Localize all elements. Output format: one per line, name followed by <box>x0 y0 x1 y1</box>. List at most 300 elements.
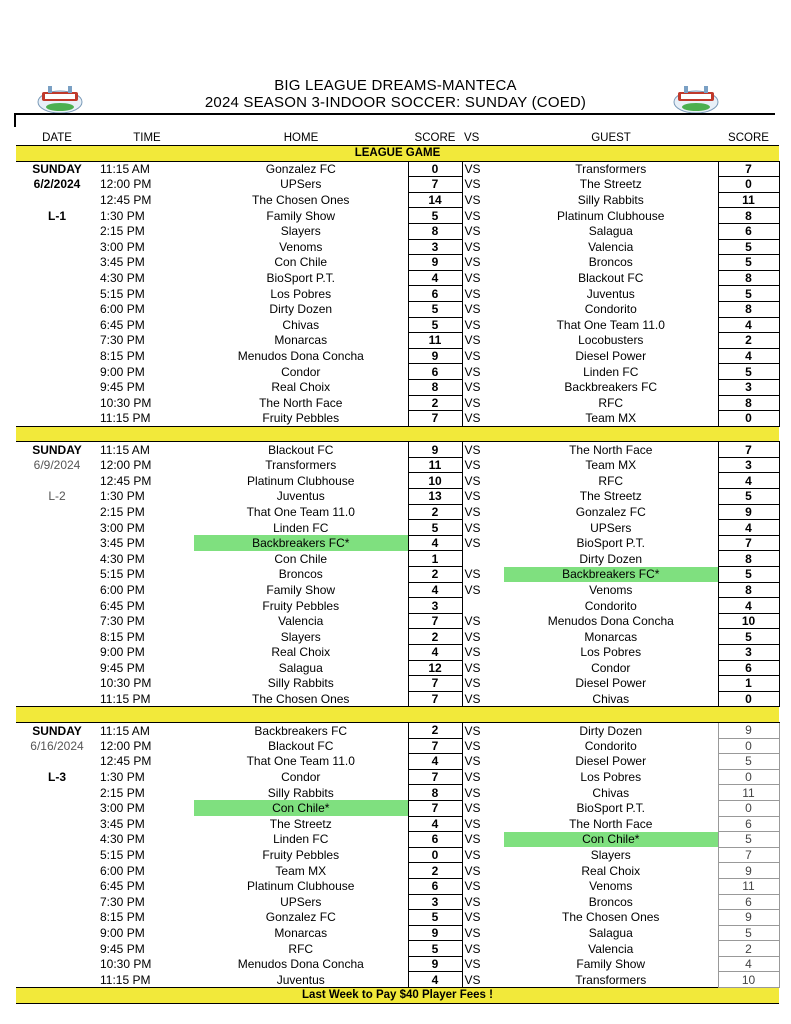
week-label <box>16 894 98 910</box>
home-score: 2 <box>408 567 462 583</box>
home-score: 5 <box>408 317 462 333</box>
home-score: 5 <box>408 910 462 926</box>
week-label <box>16 504 98 520</box>
week-label <box>16 535 98 551</box>
guest-team: The North Face <box>569 816 653 831</box>
game-row <box>16 956 779 972</box>
home-score: 7 <box>408 613 462 629</box>
game-time: 6:00 PM <box>100 302 145 317</box>
vs-label: VS <box>464 582 481 597</box>
home-score: 9 <box>408 925 462 941</box>
week-label <box>16 629 98 645</box>
vs-label: VS <box>464 333 481 348</box>
week-label <box>16 567 98 583</box>
week-label <box>16 192 98 208</box>
game-row <box>16 941 779 957</box>
game-row <box>16 613 779 629</box>
guest-team: Family Show <box>576 957 646 972</box>
week-label <box>16 348 98 364</box>
game-time: 3:45 PM <box>100 536 145 551</box>
guest-team: Los Pobres <box>580 645 642 660</box>
home-score: 5 <box>408 520 462 536</box>
week-label: SUNDAY <box>32 162 82 177</box>
vs-label: VS <box>464 723 481 738</box>
guest-score: 0 <box>718 800 779 816</box>
game-time: 6:45 PM <box>100 598 145 613</box>
week-label <box>16 473 98 489</box>
guest-score: 3 <box>718 645 779 661</box>
home-score: 13 <box>408 489 462 505</box>
week-label <box>16 878 98 894</box>
home-team: Con Chile <box>274 551 328 566</box>
game-time: 3:00 PM <box>100 239 145 254</box>
game-time: 8:15 PM <box>100 349 145 364</box>
game-row <box>16 379 779 395</box>
game-time: 3:00 PM <box>100 801 145 816</box>
game-row <box>16 629 779 645</box>
game-row <box>16 286 779 302</box>
week-separator <box>16 707 779 723</box>
week-label <box>16 754 98 770</box>
guest-score: 9 <box>718 863 779 879</box>
game-time: 6:45 PM <box>100 879 145 894</box>
guest-score: 7 <box>718 847 779 863</box>
game-row <box>16 972 779 988</box>
guest-team: BioSport P.T. <box>576 536 645 551</box>
week-label <box>16 520 98 536</box>
vs-label: VS <box>464 879 481 894</box>
guest-team: Transformers <box>575 972 647 987</box>
game-row <box>16 177 779 193</box>
guest-score: 6 <box>718 894 779 910</box>
guest-score: 5 <box>718 255 779 271</box>
game-time: 10:30 PM <box>100 395 152 410</box>
game-row <box>16 551 779 567</box>
home-team: Condor <box>281 364 321 379</box>
guest-score: 2 <box>718 941 779 957</box>
game-time: 9:45 PM <box>100 380 145 395</box>
home-team: Menudos Dona Concha <box>237 349 364 364</box>
game-time: 7:30 PM <box>100 894 145 909</box>
guest-team: Slayers <box>590 848 631 863</box>
guest-score: 5 <box>718 925 779 941</box>
home-team: The Chosen Ones <box>252 691 350 706</box>
game-row <box>16 161 779 177</box>
home-team: The Chosen Ones <box>252 193 350 208</box>
guest-score: 8 <box>718 582 779 598</box>
game-row <box>16 192 779 208</box>
game-row <box>16 489 779 505</box>
guest-team: Blackout FC <box>578 271 644 286</box>
home-team: BioSport P.T. <box>266 271 335 286</box>
guest-team: Condorito <box>584 302 637 317</box>
game-row <box>16 255 779 271</box>
guest-score: 11 <box>718 878 779 894</box>
guest-team: Broncos <box>588 894 633 909</box>
guest-score: 8 <box>718 551 779 567</box>
home-team: Family Show <box>266 208 336 223</box>
game-time: 2:15 PM <box>100 224 145 239</box>
game-time: 11:15 PM <box>100 972 151 987</box>
home-team: Monarcas <box>274 333 328 348</box>
game-row <box>16 301 779 317</box>
game-row <box>16 239 779 255</box>
home-team: UPSers <box>280 177 322 192</box>
home-team: The North Face <box>259 395 343 410</box>
guest-team: Dirty Dozen <box>579 551 643 566</box>
home-team: Dirty Dozen <box>269 302 333 317</box>
guest-score: 8 <box>718 395 779 411</box>
week-label <box>16 691 98 707</box>
guest-score: 5 <box>718 286 779 302</box>
game-time: 4:30 PM <box>100 551 145 566</box>
home-score: 6 <box>408 832 462 848</box>
guest-score: 4 <box>718 520 779 536</box>
game-time: 3:45 PM <box>100 816 145 831</box>
game-row <box>16 442 779 458</box>
home-score: 2 <box>408 629 462 645</box>
home-team: Los Pobres <box>270 286 332 301</box>
home-team: Blackout FC <box>268 442 334 457</box>
home-score: 0 <box>408 161 462 177</box>
home-score: 8 <box>408 785 462 801</box>
game-time: 10:30 PM <box>100 957 152 972</box>
home-team: Family Show <box>266 582 336 597</box>
home-score: 12 <box>408 660 462 676</box>
week-label: 6/2/2024 <box>33 177 81 192</box>
guest-score: 8 <box>718 301 779 317</box>
guest-team: Platinum Clubhouse <box>557 208 665 223</box>
game-time: 12:00 PM <box>100 177 152 192</box>
schedule-table <box>16 130 780 1004</box>
guest-team: RFC <box>598 395 624 410</box>
game-row <box>16 348 779 364</box>
guest-score: 4 <box>718 473 779 489</box>
game-row <box>16 567 779 583</box>
guest-team: Valencia <box>588 941 634 956</box>
home-score: 4 <box>408 816 462 832</box>
game-row <box>16 520 779 536</box>
home-score: 11 <box>408 333 462 349</box>
game-time: 4:30 PM <box>100 271 145 286</box>
vs-label: VS <box>464 504 481 519</box>
home-team: Silly Rabbits <box>267 676 334 691</box>
vs-label: VS <box>464 848 481 863</box>
game-time: 12:45 PM <box>100 754 152 769</box>
home-team: Real Choix <box>271 380 331 395</box>
home-team: Linden FC <box>273 832 329 847</box>
game-row <box>16 878 779 894</box>
home-score: 7 <box>408 177 462 193</box>
guest-team: Juventus <box>586 286 635 301</box>
vs-label: VS <box>464 614 481 629</box>
guest-score: 3 <box>718 379 779 395</box>
footer-banner-text: Last Week to Pay $40 Player Fees ! <box>16 988 779 1004</box>
home-team: Real Choix <box>271 645 331 660</box>
week-label <box>16 379 98 395</box>
guest-team: Broncos <box>588 255 633 270</box>
week-label <box>16 411 98 427</box>
guest-team: Monarcas <box>584 629 638 644</box>
week-label: L-1 <box>48 208 66 223</box>
game-time: 6:45 PM <box>100 317 145 332</box>
home-score: 4 <box>408 582 462 598</box>
home-score: 7 <box>408 769 462 785</box>
home-score: 7 <box>408 411 462 427</box>
game-row <box>16 504 779 520</box>
week-label <box>16 972 98 988</box>
guest-team: Condorito <box>584 738 637 753</box>
vs-label: VS <box>464 536 481 551</box>
game-time: 2:15 PM <box>100 504 145 519</box>
home-team: Fruity Pebbles <box>262 411 340 426</box>
vs-label: VS <box>464 317 481 332</box>
guest-team: Diesel Power <box>575 349 647 364</box>
home-score: 2 <box>408 722 462 738</box>
league-game-banner-text: LEAGUE GAME <box>16 146 779 162</box>
guest-team: Los Pobres <box>580 770 642 785</box>
game-time: 5:15 PM <box>100 567 145 582</box>
game-row <box>16 598 779 614</box>
week-label <box>16 956 98 972</box>
guest-team: Transformers <box>575 162 647 177</box>
home-team: UPSers <box>280 894 322 909</box>
home-team: Juventus <box>276 489 325 504</box>
game-time: 1:30 PM <box>100 489 145 504</box>
game-row <box>16 270 779 286</box>
week-label <box>16 925 98 941</box>
game-time: 11:15 AM <box>100 723 150 738</box>
vs-label: VS <box>464 411 481 426</box>
game-row <box>16 457 779 473</box>
week-label <box>16 676 98 692</box>
game-row <box>16 364 779 380</box>
home-score: 6 <box>408 878 462 894</box>
guest-score: 4 <box>718 598 779 614</box>
game-row <box>16 582 779 598</box>
game-row <box>16 863 779 879</box>
week-label <box>16 910 98 926</box>
home-team: Platinum Clubhouse <box>247 879 355 894</box>
guest-score: 7 <box>718 442 779 458</box>
week-label: L-3 <box>48 770 66 785</box>
guest-score: 8 <box>718 270 779 286</box>
game-row <box>16 535 779 551</box>
guest-score: 7 <box>718 535 779 551</box>
col-vs-header: VS <box>462 130 504 146</box>
game-time: 11:15 PM <box>100 411 151 426</box>
guest-score: 5 <box>718 239 779 255</box>
vs-label: VS <box>464 910 481 925</box>
week-label: L-2 <box>48 489 66 504</box>
vs-label: VS <box>464 380 481 395</box>
home-team: Valencia <box>278 614 324 629</box>
big-league-dreams-logo-left <box>36 84 84 116</box>
vs-label: VS <box>464 832 481 847</box>
vs-label: VS <box>464 645 481 660</box>
game-time: 12:45 PM <box>100 473 152 488</box>
guest-score: 0 <box>718 769 779 785</box>
week-label: SUNDAY <box>32 442 82 457</box>
home-score: 8 <box>408 223 462 239</box>
vs-label: VS <box>464 177 481 192</box>
guest-team: Team MX <box>585 458 637 473</box>
game-row <box>16 816 779 832</box>
guest-team: Menudos Dona Concha <box>547 614 674 629</box>
home-team: Monarcas <box>274 925 328 940</box>
header-row <box>16 130 779 146</box>
week-label <box>16 270 98 286</box>
vs-label: VS <box>464 816 481 831</box>
vs-label: VS <box>464 162 481 177</box>
vs-label: VS <box>464 442 481 457</box>
home-score: 7 <box>408 676 462 692</box>
game-time: 8:15 PM <box>100 629 145 644</box>
home-team: Transformers <box>265 458 337 473</box>
guest-team: The North Face <box>569 442 653 457</box>
home-team: Blackout FC <box>268 738 334 753</box>
week-label <box>16 598 98 614</box>
home-team: Gonzalez FC <box>265 162 336 177</box>
game-time: 9:00 PM <box>100 925 145 940</box>
home-score: 4 <box>408 972 462 988</box>
game-time: 5:15 PM <box>100 848 145 863</box>
vs-label: VS <box>464 941 481 956</box>
week-label <box>16 551 98 567</box>
home-score: 0 <box>408 847 462 863</box>
game-row <box>16 832 779 848</box>
home-score: 9 <box>408 442 462 458</box>
game-row <box>16 769 779 785</box>
home-score: 1 <box>408 551 462 567</box>
game-time: 7:30 PM <box>100 333 145 348</box>
vs-label: VS <box>464 972 481 987</box>
week-label: 6/9/2024 <box>33 458 81 473</box>
guest-team: UPSers <box>590 520 632 535</box>
vs-label: VS <box>464 458 481 473</box>
week-label: 6/16/2024 <box>30 738 84 753</box>
home-score: 9 <box>408 255 462 271</box>
guest-team: Salagua <box>588 925 633 940</box>
week-label <box>16 847 98 863</box>
guest-score: 1 <box>718 676 779 692</box>
vs-label: VS <box>464 691 481 706</box>
guest-team: Diesel Power <box>575 754 647 769</box>
game-row <box>16 738 779 754</box>
guest-score: 9 <box>718 504 779 520</box>
vs-label: VS <box>464 286 481 301</box>
home-score: 3 <box>408 894 462 910</box>
guest-score: 8 <box>718 208 779 224</box>
week-label <box>16 941 98 957</box>
game-row <box>16 894 779 910</box>
guest-score: 5 <box>718 629 779 645</box>
game-time: 12:00 PM <box>100 458 152 473</box>
game-row <box>16 722 779 738</box>
game-row <box>16 691 779 707</box>
home-score: 5 <box>408 208 462 224</box>
week-separator <box>16 426 779 442</box>
game-time: 12:00 PM <box>100 738 152 753</box>
home-score: 7 <box>408 691 462 707</box>
game-row <box>16 395 779 411</box>
vs-label: VS <box>464 770 481 785</box>
vs-label: VS <box>464 629 481 644</box>
guest-score: 11 <box>718 192 779 208</box>
guest-team: The Streetz <box>579 177 642 192</box>
home-score: 2 <box>408 863 462 879</box>
home-team: That One Team 11.0 <box>246 504 355 519</box>
guest-team: Valencia <box>588 239 634 254</box>
vs-label <box>462 551 504 567</box>
vs-label: VS <box>464 676 481 691</box>
guest-score: 0 <box>718 738 779 754</box>
vs-label: VS <box>464 925 481 940</box>
guest-team: Venoms <box>589 582 633 597</box>
vs-label: VS <box>464 894 481 909</box>
vs-label: VS <box>464 193 481 208</box>
vs-label: VS <box>464 364 481 379</box>
guest-score: 0 <box>718 691 779 707</box>
game-time: 1:30 PM <box>100 208 145 223</box>
game-row <box>16 208 779 224</box>
home-team: Con Chile <box>274 255 328 270</box>
guest-score: 5 <box>718 364 779 380</box>
week-label <box>16 255 98 271</box>
guest-team: Silly Rabbits <box>577 193 644 208</box>
game-row <box>16 660 779 676</box>
home-score: 5 <box>408 941 462 957</box>
guest-score: 2 <box>718 333 779 349</box>
home-team: Broncos <box>278 567 323 582</box>
home-team: Team MX <box>275 863 327 878</box>
home-team: Con Chile* <box>194 800 408 816</box>
home-score: 4 <box>408 535 462 551</box>
home-score: 7 <box>408 800 462 816</box>
home-score: 6 <box>408 286 462 302</box>
home-team: Salagua <box>278 660 323 675</box>
big-league-dreams-logo-right <box>672 84 720 116</box>
guest-team: Condor <box>591 660 631 675</box>
week-label <box>16 395 98 411</box>
header-rule <box>14 113 775 115</box>
col-score-header: SCORE <box>408 130 462 146</box>
game-time: 9:00 PM <box>100 364 145 379</box>
week-label <box>16 800 98 816</box>
col-home-header: HOME <box>194 130 408 146</box>
game-time: 1:30 PM <box>100 770 145 785</box>
week-label <box>16 286 98 302</box>
vs-label: VS <box>464 224 481 239</box>
vs-label: VS <box>464 208 481 223</box>
home-team: Juventus <box>276 972 325 987</box>
vs-label: VS <box>464 785 481 800</box>
home-team: Platinum Clubhouse <box>247 473 355 488</box>
col-guest-header: GUEST <box>504 130 718 146</box>
home-score: 3 <box>408 239 462 255</box>
page-subtitle: 2024 SEASON 3-INDOOR SOCCER: SUNDAY (COED) <box>204 94 587 111</box>
guest-score: 11 <box>718 785 779 801</box>
guest-team: RFC <box>598 473 624 488</box>
week-label <box>16 364 98 380</box>
col-time-header: TIME <box>98 130 194 146</box>
home-score: 5 <box>408 301 462 317</box>
vs-label: VS <box>464 660 481 675</box>
home-score: 4 <box>408 754 462 770</box>
home-score: 7 <box>408 738 462 754</box>
home-score: 10 <box>408 473 462 489</box>
game-time: 10:30 PM <box>100 676 152 691</box>
